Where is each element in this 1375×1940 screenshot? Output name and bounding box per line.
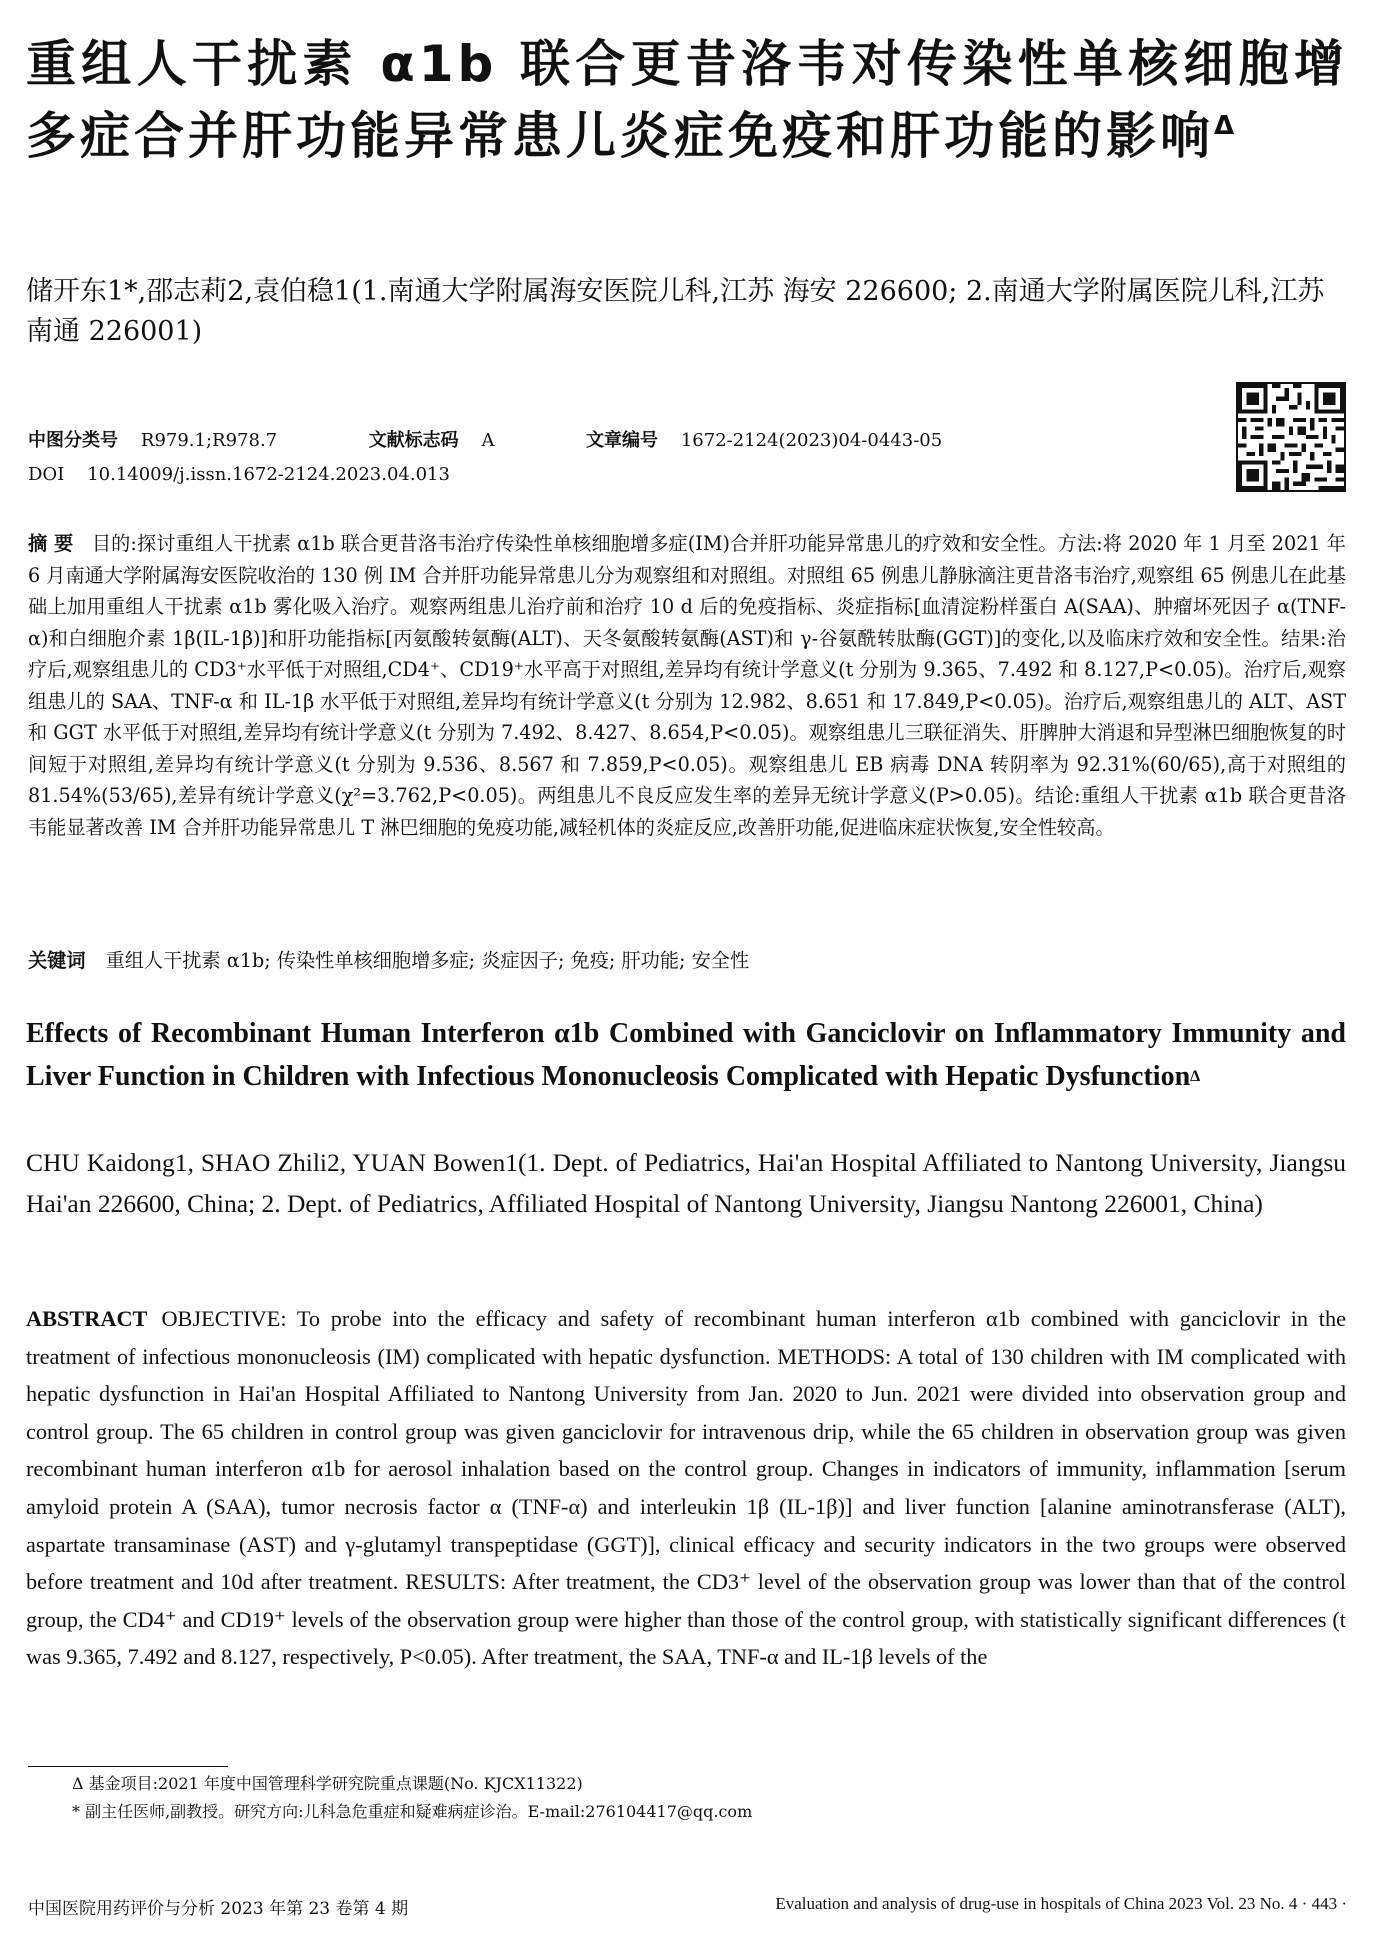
article-no-label: 文章编号 (585, 430, 658, 451)
chinese-authors: 储开东1*,邵志莉2,袁伯稳1(1.南通大学附属海安医院儿科,江苏 海安 226600; 2.南通大学附属医院儿科,江苏 南通 226001) (26, 276, 1325, 347)
fund-footnote: Δ 基金项目:2021 年度中国管理科学研究院重点课题(No. KJCX11322) (72, 1774, 583, 1793)
classification-line (28, 428, 942, 454)
doi-line (28, 462, 450, 488)
journal-footer-chinese: 中国医院用药评价与分析 2023 年第 23 卷第 4 期 (28, 1899, 409, 1919)
chinese-abstract-label: 摘 要 (28, 532, 74, 555)
clc-label: 中图分类号 (28, 430, 118, 451)
doi-value[interactable]: 10.14009/j.issn.1672-2124.2023.04.013 (87, 464, 450, 485)
doc-code-label: 文献标志码 (368, 430, 459, 451)
title-fund-mark: Δ (1214, 111, 1239, 141)
qr-code-icon (1236, 382, 1346, 492)
chinese-keywords-label: 关键词 (28, 949, 86, 972)
english-title-fund-mark: Δ (1190, 1068, 1201, 1085)
doc-code-value: A (481, 430, 495, 451)
chinese-abstract-text: 目的:探讨重组人干扰素 α1b 联合更昔洛韦治疗传染性单核细胞增多症(IM)合并肝功能异常患儿的疗效和安全性。方法:将 2020 年 1 月至 2021 年 6 月南通大学附属海安医院收治的 130 例 IM 合并肝功能异常患儿分为观察组和对照组。对照组 65 例患儿静脉滴注更昔洛韦治疗,观察组 65 例患儿在此基础上加用重组人干扰素 α1b 雾化吸入治疗。观察两组患儿治疗前和治疗 10 d 后的免疫指标、炎症指标[血清淀粉样蛋白 A(SAA)、肿瘤坏死因子 α(TNF-α)和白细胞介素 1β(IL-1β)]和肝功能指标[丙氨酸转氨酶(ALT)、天冬氨酸转氨酶(AST)和 γ-谷氨酰转肽酶(GGT)]的变化,以及临床疗效和安全性。结果:治疗后,观察组患儿的 CD3⁺水平低于对照组,CD4⁺、CD19⁺水平高于对照组,差异均有统计学意义(t 分别为 9.365、7.492 和 8.127,P<0.05)。治疗后,观察组患儿的 SAA、TNF-α 和 IL-1β 水平低于对照组,差异均有统计学意义(t 分别为 12.982、8.651 和 17.849,P<0.05)。治疗后,观察组患儿的 ALT、AST 和 GGT 水平低于对照组,差异均有统计学意义(t 分别为 7.492、8.427、8.654,P<0.05)。观察组患儿三联征消失、肝脾肿大消退和异型淋巴细胞恢复的时间短于对照组,差异均有统计学意义(t 分别为 9.536、8.567 和 7.859,P<0.05)。观察组患儿 EB 病毒 DNA 转阴率为 92.31%(60/65),高于对照组的 81.54%(53/65),差异有统计学意义(χ²=3.762,P<0.05)。两组患儿不良反应发生率的差异无统计学意义(P>0.05)。结论:重组人干扰素 α1b 联合更昔洛韦能显著改善 IM 合并肝功能异常患儿 T 淋巴细胞的免疫功能,减轻机体的炎症反应,改善肝功能,促进临床症状恢复,安全性较高。 (28, 532, 1346, 839)
english-abstract-label: ABSTRACT (26, 1306, 148, 1331)
chinese-keywords (28, 946, 1346, 976)
footnote-divider (28, 1766, 228, 1767)
corresponding-author-footnote: * 副主任医师,副教授。研究方向:儿科急危重症和疑难病症诊治。E-mail:276104417@qq.com (72, 1802, 753, 1821)
clc-value: R979.1;R978.7 (140, 430, 278, 451)
english-abstract-text: OBJECTIVE: To probe into the efficacy and safety of recombinant human interferon α1b combined with ganciclovir in the treatment of infectious mononucleosis (IM) complicated with hepatic dysfunction. METHODS: A total of 130 children with IM complicated with hepatic dysfunction in Hai'an Hospital Affiliated to Nantong University from Jan. 2020 to Jun. 2021 were divided into observation group and control group. The 65 children in control group was given ganciclovir for intravenous drip, while the 65 children in observation group was given recombinant human interferon α1b for aerosol inhalation based on the control group. Changes in indicators of immunity, inflammation [serum amyloid protein A (SAA), tumor necrosis factor α (TNF-α) and interleukin 1β (IL-1β)] and liver function [alanine aminotransferase (ALT), aspartate transaminase (AST) and γ-glutamyl transpeptidase (GGT)], clinical efficacy and security indicators in the two groups were observed before treatment and 10d after treatment. RESULTS: After treatment, the CD3⁺ level of the observation group was lower than that of the control group, the CD4⁺ and CD19⁺ levels of the observation group were higher than those of the control group, with statistically significant differences (t was 9.365, 7.492 and 8.127, respectively, P<0.05). After treatment, the SAA, TNF-α and IL-1β levels of the (26, 1306, 1346, 1670)
english-title: Effects of Recombinant Human Interferon α1b Combined with Ganciclovir on Inflammatory Immunity and Liver Function in Children with Infectious Mononucleosis Complicated with Hepatic Dysfunction$^\Delta$ (26, 1018, 1346, 1092)
chinese-keywords-text: 重组人干扰素 α1b; 传染性单核细胞增多症; 炎症因子; 免疫; 肝功能; 安全性 (105, 949, 750, 972)
article-no-value: 1672-2124(2023)04-0443-05 (680, 430, 943, 451)
chinese-abstract (28, 528, 1346, 843)
chinese-title: 重组人干扰素 α1b 联合更昔洛韦对传染性单核细胞增多症合并肝功能异常患儿炎症免疫和肝功能的影响$^\Delta$ (26, 35, 1348, 165)
english-abstract (26, 1300, 1346, 1676)
journal-footer-english: Evaluation and analysis of drug-use in hospitals of China 2023 Vol. 23 No. 4 · 443 · (775, 1894, 1347, 1913)
english-authors: CHU Kaidong1, SHAO Zhili2, YUAN Bowen1(1. Dept. of Pediatrics, Hai'an Hospital Affiliated to Nantong University, Jiangsu Hai'an 226600, China; 2. Dept. of Pediatrics, Affiliated Hospital of Nantong University, Jiangsu Nantong 226001, China) (26, 1148, 1346, 1218)
doi-label: DOI (28, 464, 65, 485)
